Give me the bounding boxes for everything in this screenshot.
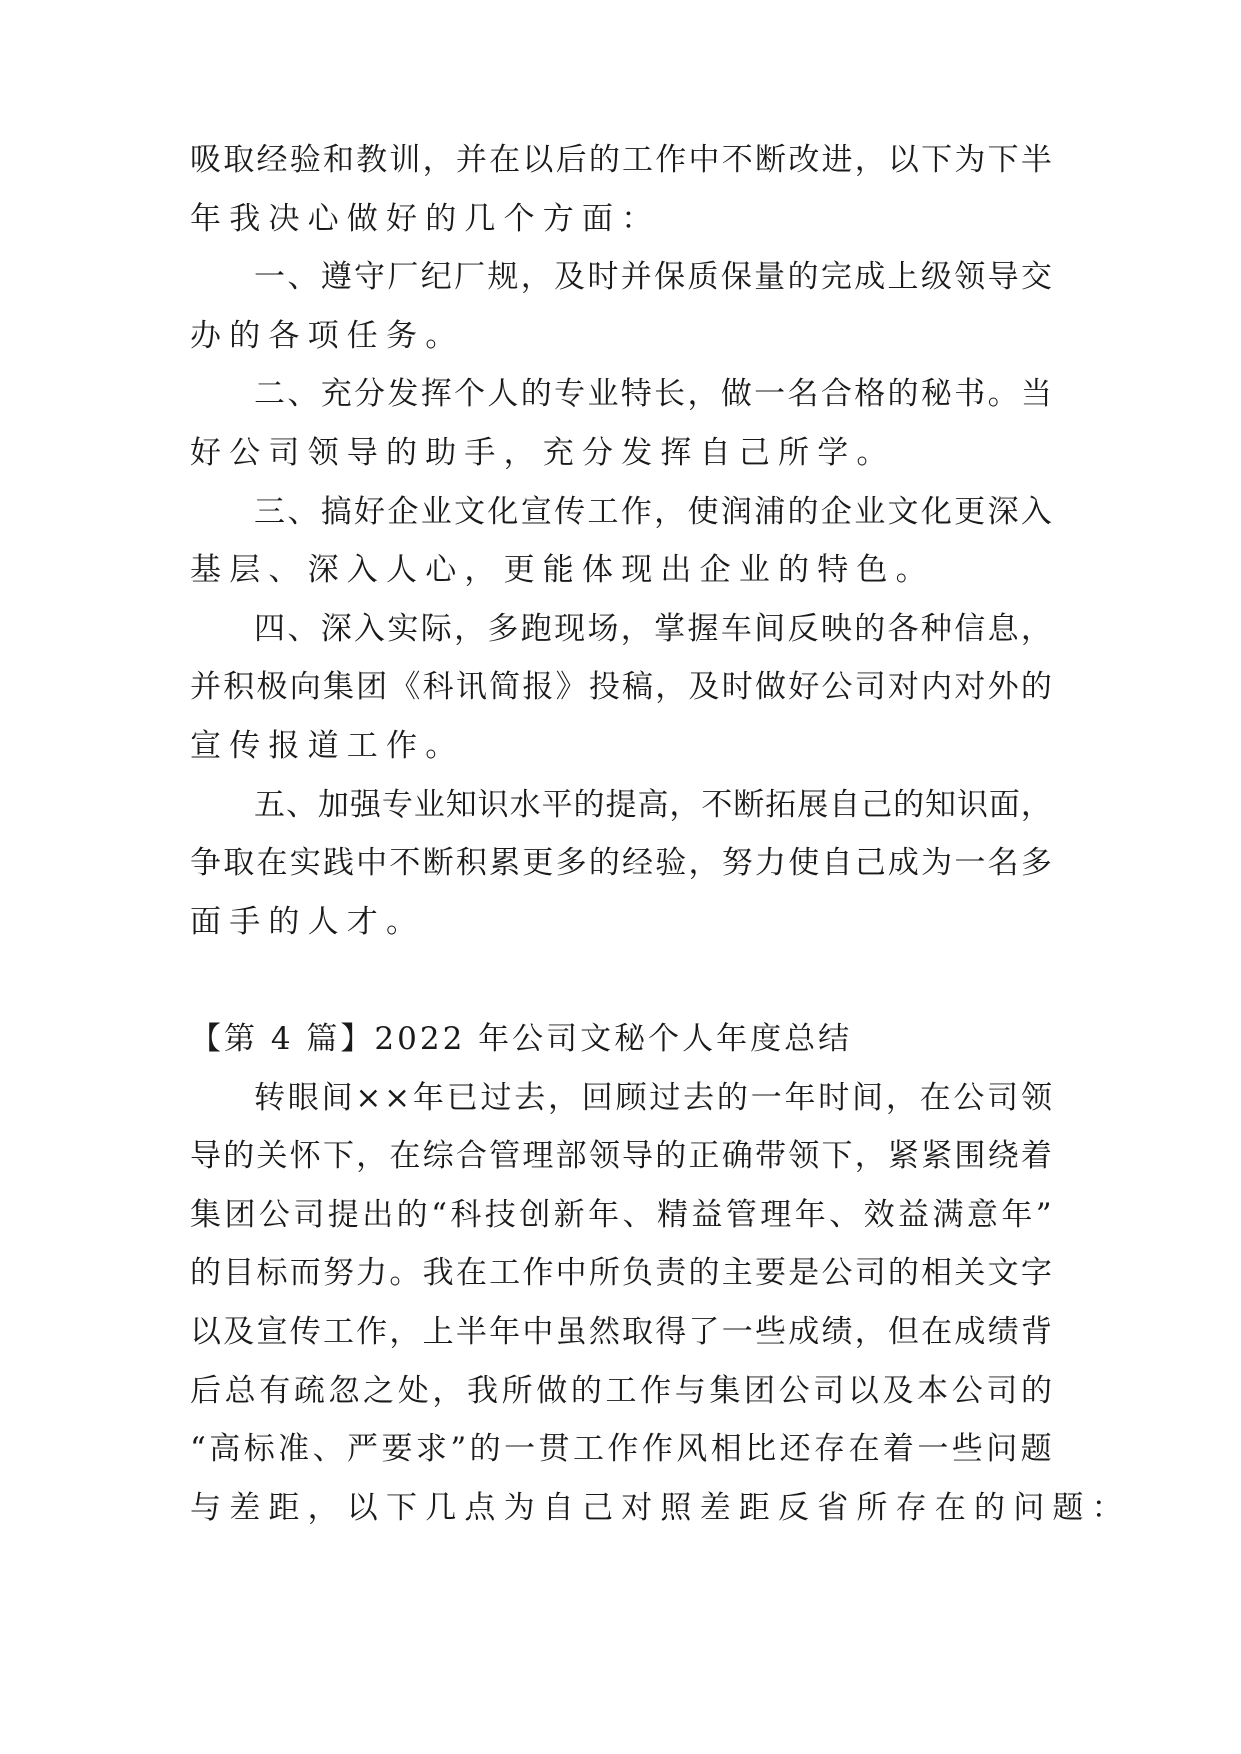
text-line: 集 团 公 司 提 出 的 “ 科 技 创 新 年 、 精 益 管 理 年 、 效 益 满 意 年 ” bbox=[190, 1196, 1052, 1233]
text-line bbox=[190, 951, 1052, 1009]
text-line: 【第 4 篇】2022 年公司文秘个人年度总结 bbox=[190, 1021, 853, 1057]
text-line: 的 目 标 而 努 力 。 我 在 工 作 中 所 负 责 的 主 要 是 公 司 的 相 关 文 字 bbox=[190, 1255, 1052, 1292]
text-line: 导 的 关 怀 下 ， 在 综 合 管 理 部 领 导 的 正 确 带 领 下 ， 紧 紧 围 绕 着 bbox=[190, 1138, 1052, 1175]
text-line: 五 、 加 强 专 业 知 识 水 平 的 提 高 ， 不 断 拓 展 自 己 的 知 识 面 ， bbox=[254, 786, 1052, 823]
text-line: 以 及 宣 传 工 作 ， 上 半 年 中 虽 然 取 得 了 一 些 成 绩 ， 但 在 成 绩 背 bbox=[190, 1314, 1052, 1350]
text-line: 二 、 充 分 发 挥 个 人 的 专 业 特 长 ， 做 一 名 合 格 的 秘 书 。 当 bbox=[254, 376, 1052, 413]
text-line: 转 眼 间 × × 年 已 过 去 ， 回 顾 过 去 的 一 年 时 间 ， 在 公 司 领 bbox=[254, 1079, 1052, 1116]
text-line: 与 差 距 ， 以 下 几 点 为 自 己 对 照 差 距 反 省 所 存 在 的 问 题 ： bbox=[190, 1489, 1123, 1526]
text-line: 三 、 搞 好 企 业 文 化 宣 传 工 作 ， 使 润 浦 的 企 业 文 化 更 深 入 bbox=[254, 493, 1052, 530]
text-line: “ 高 标 准 、 严 要 求 ” 的 一 贯 工 作 作 风 相 比 还 存 在 着 一 些 问 题 bbox=[190, 1431, 1052, 1468]
text-line: 好 公 司 领 导 的 助 手 ， 充 分 发 挥 自 己 所 学 。 bbox=[190, 435, 888, 471]
text-line: 一 、 遵 守 厂 纪 厂 规 ， 及 时 并 保 质 保 量 的 完 成 上 级 领 导 交 bbox=[254, 259, 1052, 296]
text-line: 基 层 、 深 入 人 心 ， 更 能 体 现 出 企 业 的 特 色 。 bbox=[190, 552, 927, 589]
text-line: 吸 取 经 验 和 教 训 ， 并 在 以 后 的 工 作 中 不 断 改 进 ， 以 下 为 下 半 bbox=[190, 142, 1052, 178]
text-line: 办 的 各 项 任 务 。 bbox=[190, 317, 457, 354]
text-line: 宣 传 报 道 工 作 。 bbox=[190, 728, 457, 764]
text-line: 年 我 决 心 做 好 的 几 个 方 面 ： bbox=[190, 200, 653, 237]
text-line: 面 手 的 人 才 。 bbox=[190, 903, 417, 940]
text-line: 并 积 极 向 集 团 《 科 讯 简 报 》 投 稿 ， 及 时 做 好 公 司 对 内 对 外 的 bbox=[190, 669, 1052, 706]
text-line: 争 取 在 实 践 中 不 断 积 累 更 多 的 经 验 ， 努 力 使 自 己 成 为 一 名 多 bbox=[190, 845, 1052, 882]
text-line: 四 、 深 入 实 际 ， 多 跑 现 场 ， 掌 握 车 间 反 映 的 各 种 信 息 ， bbox=[254, 610, 1052, 647]
text-line: 后 总 有 疏 忽 之 处 ， 我 所 做 的 工 作 与 集 团 公 司 以 及 本 公 司 的 bbox=[190, 1372, 1052, 1409]
